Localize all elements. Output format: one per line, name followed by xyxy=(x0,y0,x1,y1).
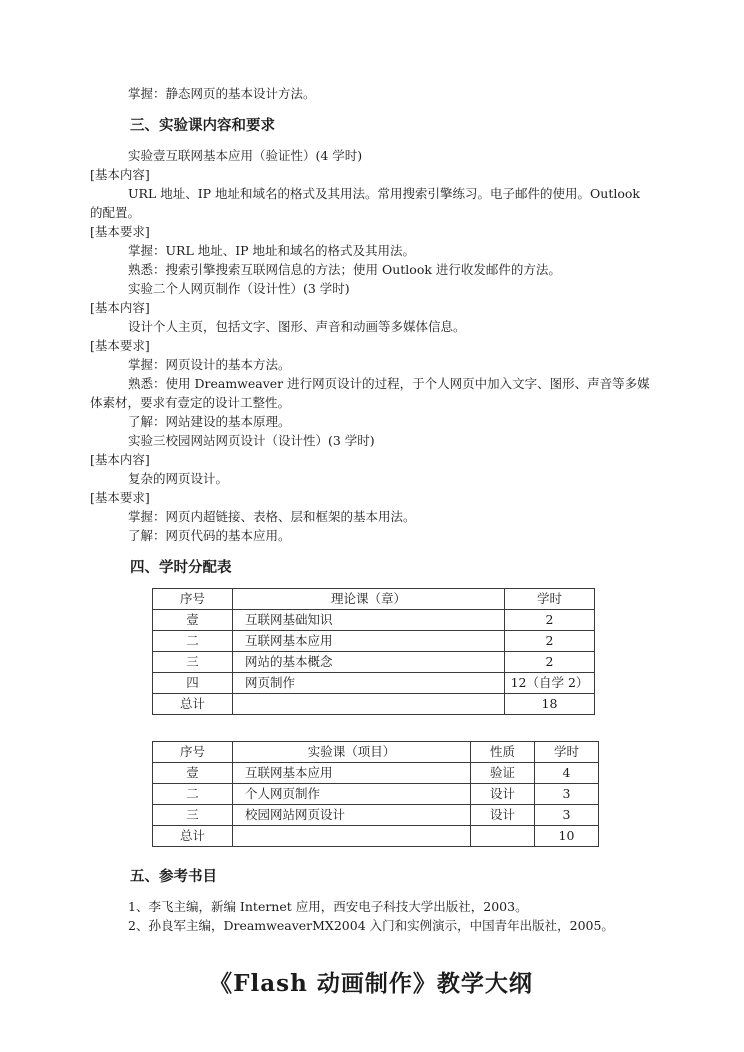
document-line: 设计个人主页，包括文字、图形、声音和动画等多媒体信息。 xyxy=(128,319,466,334)
table-cell: 二 xyxy=(153,784,233,805)
references-heading: 五、参考书目 xyxy=(130,868,217,885)
table-cell: 18 xyxy=(505,694,595,715)
table-row xyxy=(153,673,595,694)
table-cell: 三 xyxy=(153,805,233,826)
table-cell: 互联网基本应用 xyxy=(233,631,505,652)
document-line: 实验壹互联网基本应用（验证性）(4 学时) xyxy=(128,148,363,163)
document-line: 复杂的网页设计。 xyxy=(128,471,229,486)
document-line: 了解：网站建设的基本原理。 xyxy=(128,414,291,429)
document-line: 掌握：网页内超链接、表格、层和框架的基本用法。 xyxy=(128,509,416,524)
table-header-cell: 学时 xyxy=(535,742,599,763)
table-cell: 个人网页制作 xyxy=(233,784,471,805)
table-cell: 壹 xyxy=(153,763,233,784)
document-line: [基本内容] xyxy=(90,300,150,315)
document-line: URL 地址、IP 地址和域名的格式及其用法。常用搜索引擎练习。电子邮件的使用。Outlook 的配置。 xyxy=(90,186,640,220)
content-lines xyxy=(90,84,652,545)
table-cell xyxy=(233,826,471,847)
table-cell: 3 xyxy=(535,784,599,805)
table-cell: 总计 xyxy=(153,694,233,715)
table-header-cell: 性质 xyxy=(471,742,535,763)
table-cell: 二 xyxy=(153,631,233,652)
reference-line: 1、李飞主编，新编 Internet 应用，西安电子科技大学出版社，2003。 xyxy=(128,899,528,914)
table-cell: 2 xyxy=(505,631,595,652)
hours-table-heading: 四、学时分配表 xyxy=(130,559,232,576)
reference-line: 2、孙良军主编，DreamweaverMX2004 入门和实例演示，中国青年出版社，2005。 xyxy=(128,918,614,933)
document-line: 实验三校园网站网页设计（设计性）(3 学时) xyxy=(128,433,375,448)
document-line: 掌握：静态网页的基本设计方法。 xyxy=(128,86,316,101)
table-cell: 验证 xyxy=(471,763,535,784)
table-cell: 12（自学 2） xyxy=(505,673,595,694)
table-row xyxy=(153,763,599,784)
table-header-cell: 理论课（章） xyxy=(233,589,505,610)
table-row xyxy=(153,784,599,805)
document-line: 了解：网页代码的基本应用。 xyxy=(128,528,291,543)
document-line: 熟悉：搜索引擎搜索互联网信息的方法；使用 Outlook 进行收发邮件的方法。 xyxy=(128,262,561,277)
table-row xyxy=(153,652,595,673)
document-line: [基本要求] xyxy=(90,490,150,505)
table-cell: 互联网基本应用 xyxy=(233,763,471,784)
table-header-cell: 实验课（项目） xyxy=(233,742,471,763)
table-row xyxy=(153,610,595,631)
theory-hours-table xyxy=(152,588,595,715)
lab-hours-table xyxy=(152,741,599,847)
table-row xyxy=(153,694,595,715)
table-cell: 校园网站网页设计 xyxy=(233,805,471,826)
table-cell: 壹 xyxy=(153,610,233,631)
table-cell: 四 xyxy=(153,673,233,694)
table-header-row xyxy=(153,589,595,610)
table-cell: 3 xyxy=(535,805,599,826)
table-cell: 网站的基本概念 xyxy=(233,652,505,673)
document-line: [基本内容] xyxy=(90,452,150,467)
table-cell: 互联网基础知识 xyxy=(233,610,505,631)
table-header-row xyxy=(153,742,599,763)
table-cell: 三 xyxy=(153,652,233,673)
document-line: [基本要求] xyxy=(90,224,150,239)
table-header-cell: 学时 xyxy=(505,589,595,610)
document-line: [基本要求] xyxy=(90,338,150,353)
next-chapter-title: 《Flash 动画制作》教学大纲 xyxy=(209,970,533,997)
document-line: [基本内容] xyxy=(90,167,150,182)
document-line: 熟悉：使用 Dreamweaver 进行网页设计的过程，于个人网页中加入文字、图形、声音等多媒体素材，要求有壹定的设计工整性。 xyxy=(90,376,650,410)
table-cell: 设计 xyxy=(471,805,535,826)
table-cell: 10 xyxy=(535,826,599,847)
table-header-cell: 序号 xyxy=(153,589,233,610)
document-line: 掌握：网页设计的基本方法。 xyxy=(128,357,291,372)
section-heading: 三、实验课内容和要求 xyxy=(130,117,275,134)
table-cell: 总计 xyxy=(153,826,233,847)
table-row xyxy=(153,631,595,652)
table-cell xyxy=(233,694,505,715)
table-header-cell: 序号 xyxy=(153,742,233,763)
table-cell: 4 xyxy=(535,763,599,784)
reference-lines xyxy=(90,897,652,935)
table-row xyxy=(153,826,599,847)
document-line: 掌握：URL 地址、IP 地址和域名的格式及其用法。 xyxy=(128,243,416,258)
table-cell: 2 xyxy=(505,652,595,673)
table-cell: 2 xyxy=(505,610,595,631)
document-line: 实验二个人网页制作（设计性）(3 学时) xyxy=(128,281,350,296)
table-row xyxy=(153,805,599,826)
table-cell xyxy=(471,826,535,847)
table-cell: 设计 xyxy=(471,784,535,805)
table-cell: 网页制作 xyxy=(233,673,505,694)
